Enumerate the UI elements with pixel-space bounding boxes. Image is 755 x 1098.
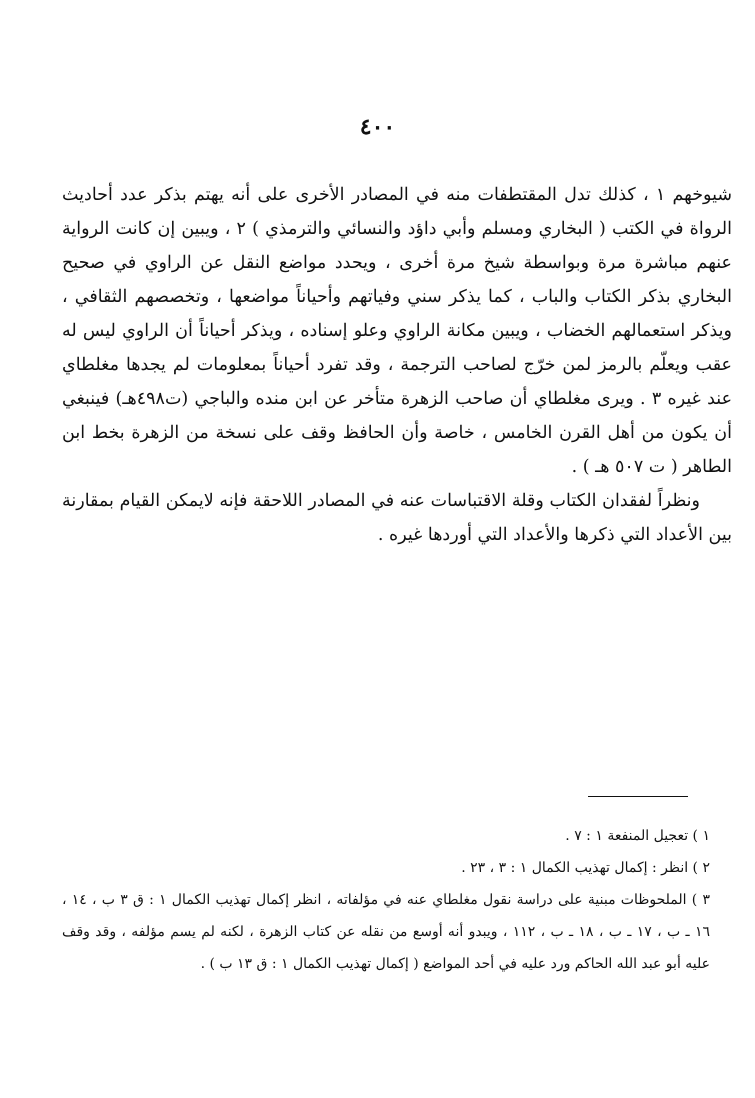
- footnote: ٣ ) الملحوظات مبنية على دراسة نقول مغلطاي عنه في مؤلفاته ، انظر إكمال تهذيب الكمال ١ : ق ٣ ب ، ١٤ ، ١٦ ـ ب ، ١٧ ـ ب ، ١٨ ـ ب ، ١١٢ ، ويبدو أنه أوسع من نقله عن كتاب الزهرة ، لكنه لم يسم مؤلفه ، وقد وقف عليه أبو عبد الله الحاكم ورد عليه في أحد المواضع ( إكمال تهذيب الكمال ١ : ق ١٣ ب ) .: [62, 892, 710, 972]
- page-number: ٤٠٠: [359, 114, 396, 140]
- paragraph: شيوخهم ١ ، كذلك تدل المقتطفات منه في المصادر الأخرى على أنه يهتم بذكر عدد أحاديث الرواة في الكتب ( البخاري ومسلم وأبي داؤد والنسائي والترمذي ) ٢ ، ويبين إن كانت الرواية عنهم مباشرة مرة وبواسطة شيخ مرة أخرى ، ويحدد مواضع النقل عن الراوي في صحيح البخاري بذكر الكتاب والباب ، كما يذكر سني وفياتهم وأحياناً مواضعها ، وتخصصهم الثقافي ، ويذكر استعمالهم الخضاب ، ويبين مكانة الراوي وعلو إسناده ، ويذكر أحياناً أن الراوي ليس له عقب ويعلّم بالرمز لمن خرّج لصاحب الترجمة ، وقد تفرد أحياناً بمعلومات لم يجدها مغلطاي عند غيره ٣ . ويرى مغلطاي أن صاحب الزهرة متأخر عن ابن منده والباجي (ت٤٩٨هـ) فينبغي أن يكون من أهل القرن الخامس ، خاصة وأن الحافظ وقف على نسخة من الزهرة بخط ابن الطاهر ( ت ٥٠٧ هـ ) .: [62, 185, 733, 477]
- main-text: [62, 178, 732, 552]
- paragraph: ونظراً لفقدان الكتاب وقلة الاقتباسات عنه في المصادر اللاحقة فإنه لايمكن القيام بمقارنة بين الأعداد التي ذكرها والأعداد التي أوردها غيره .: [62, 491, 732, 545]
- footnote: ١ ) تعجيل المنفعة ١ : ٧ .: [565, 828, 710, 844]
- footnote: ٢ ) انظر : إكمال تهذيب الكمال ١ : ٣ ، ٢٣ .: [461, 860, 710, 876]
- footnotes: [62, 820, 710, 980]
- footnote-separator: [588, 796, 688, 797]
